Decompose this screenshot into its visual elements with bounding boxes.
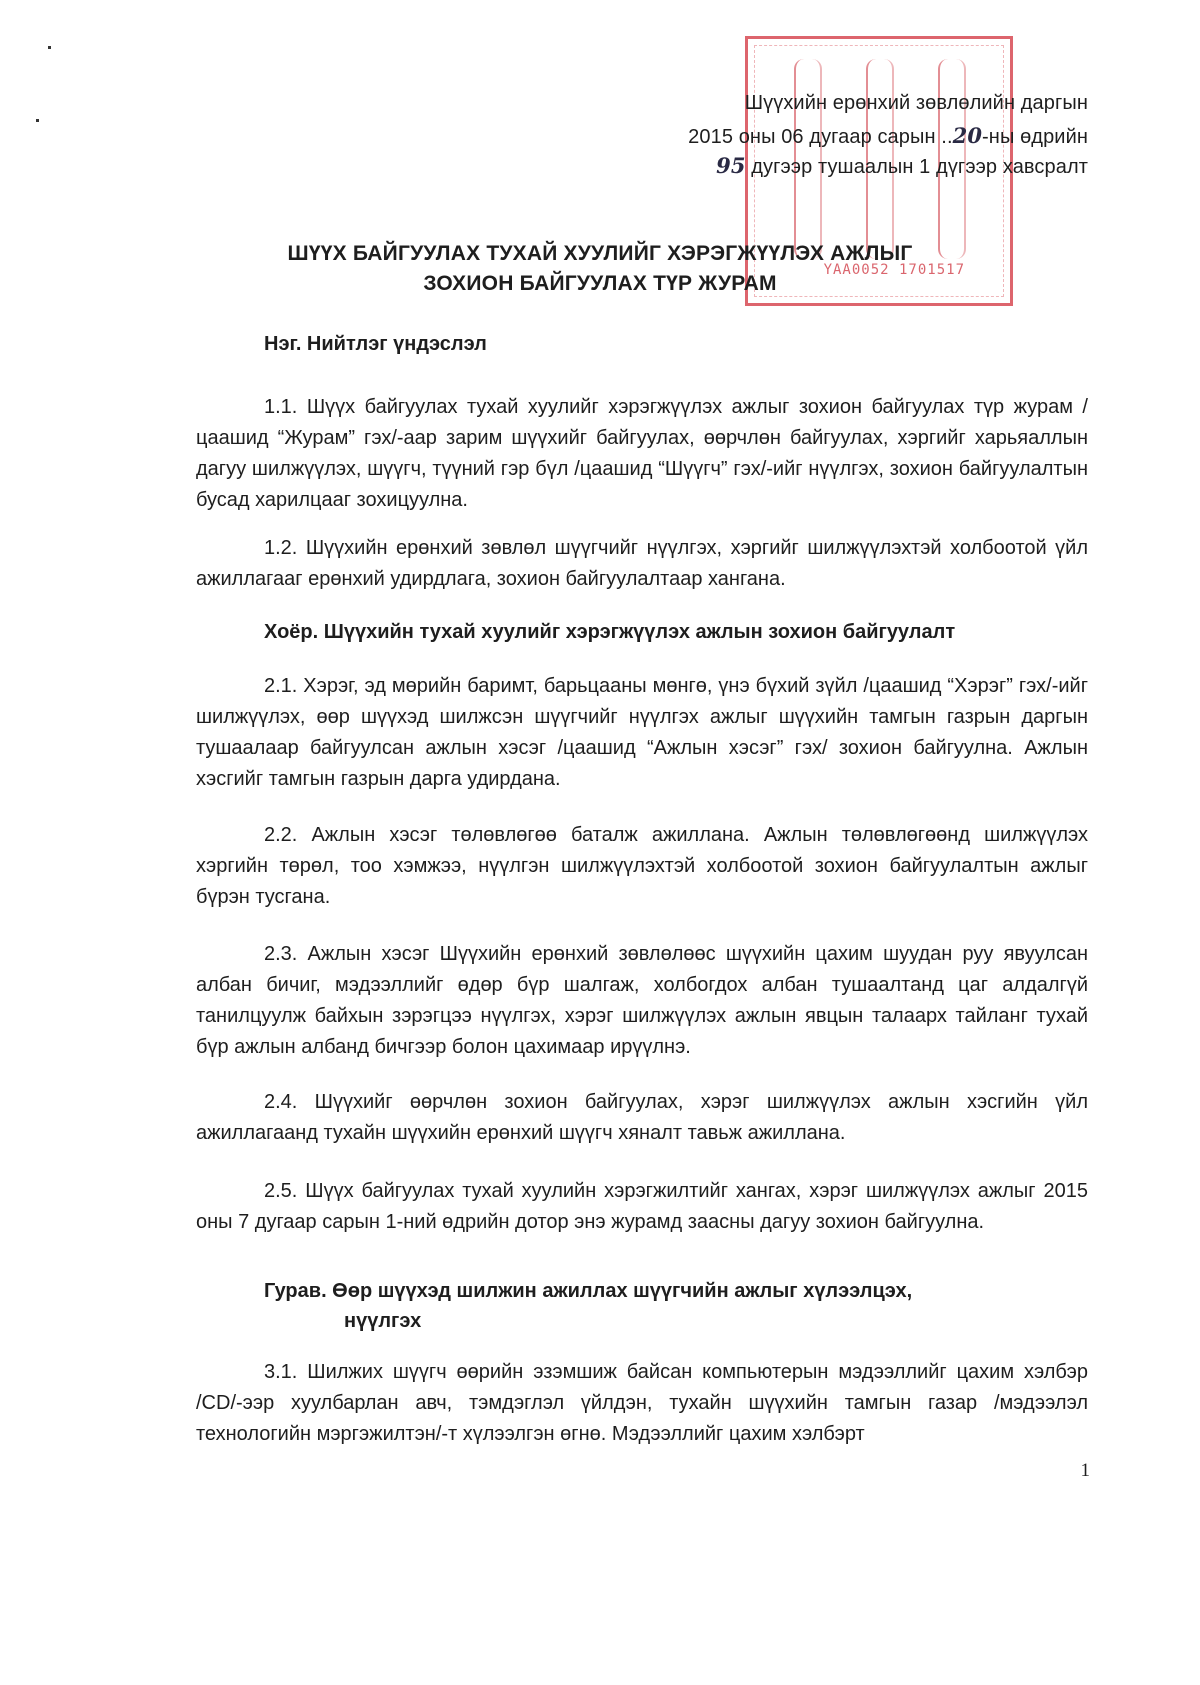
document-title-line-1: ШҮҮХ БАЙГУУЛАХ ТУХАЙ ХУУЛИЙГ ХЭРЭГЖҮҮЛЭХ АЖЛЫГ bbox=[287, 242, 913, 265]
section-heading-3-line-1: Гурав. Өөр шүүхэд шилжин ажиллах шүүгчийн ажлыг хүлээлцэх, bbox=[264, 1280, 913, 1302]
paragraph-1-1: 1.1. Шүүх байгуулах тухай хуулийг хэрэгжүүлэх ажлыг зохион байгуулах түр журам /цаашид “Журам” гэх/-аар зарим шүүхийг байгуулах, өөрчлөн байгуулах, хэргийг харьяаллын дагуу шилжүүлэх, шүүгч, түүний гэр бүл /цаашид “Шүүгч” гэх/-ийг нүүлгэх, зохион байгуулалтын бусад харилцааг зохицуулна. bbox=[196, 396, 1088, 511]
paragraph-1-2: 1.2. Шүүхийн ерөнхий зөвлөл шүүгчийг нүүлгэх, хэргийг шилжүүлэхтэй холбоотой үйл ажиллагааг ерөнхий удирдлага, зохион байгуулалтаар хангана. bbox=[196, 537, 1088, 590]
header-line-1: Шүүхийн ерөнхий зөвлөлийн даргын bbox=[744, 92, 1088, 114]
header-line-3 bbox=[716, 153, 1088, 179]
header-line-2 bbox=[688, 123, 1088, 149]
handwritten-order-number: 95 bbox=[716, 153, 746, 178]
section-heading-2: Хоёр. Шүүхийн тухай хуулийг хэрэгжүүлэх ажлын зохион байгуулалт bbox=[264, 621, 956, 643]
section-heading-3-line-2: нүүлгэх bbox=[344, 1310, 422, 1332]
paragraph-2-4: 2.4. Шүүхийг өөрчлөн зохион байгуулах, хэрэг шилжүүлэх ажлын хэсгийн үйл ажиллагаанд тухайн шүүхийн ерөнхий шүүгч хяналт тавьж ажиллана. bbox=[196, 1091, 1088, 1144]
scan-mark bbox=[48, 46, 51, 49]
header-date-suffix: -ны өдрийн bbox=[982, 126, 1088, 148]
stamp-number: ҮАА0052 1701517 bbox=[823, 262, 965, 278]
paragraph-2-2: 2.2. Ажлын хэсэг төлөвлөгөө баталж ажиллана. Ажлын төлөвлөгөөнд шилжүүлэх хэргийн төрөл, тоо хэмжээ, нүүлгэн шилжүүлэхтэй холбоотой зохион байгуулалтын ажлыг бүрэн тусгана. bbox=[196, 824, 1088, 908]
paragraph-3-1: 3.1. Шилжих шүүгч өөрийн эзэмшиж байсан компьютерын мэдээллийг цахим хэлбэр /CD/-ээр хуулбарлан авч, тэмдэглэл үйлдэн, тухайн шүүхийн тамгын газар /мэдээлэл технологийн мэргэжилтэн/-т хүлээлгэн өгнө. Мэдээллийг цахим хэлбэрт bbox=[196, 1361, 1088, 1445]
header-date-prefix: 2015 оны 06 дугаар сарын .. bbox=[688, 126, 953, 148]
document-title-line-2: ЗОХИОН БАЙГУУЛАХ ТҮР ЖУРАМ bbox=[423, 272, 777, 295]
paragraph-2-5: 2.5. Шүүх байгуулах тухай хуулийн хэрэгжилтийг хангах, хэрэг шилжүүлэх ажлыг 2015 оны 7 дугаар сарын 1-ний өдрийн дотор энэ журамд заасны дагуу зохион байгуулна. bbox=[196, 1180, 1088, 1233]
header-order-suffix: дугээр тушаалын 1 дүгээр хавсралт bbox=[745, 156, 1088, 178]
handwritten-day: 20 bbox=[952, 123, 983, 148]
paragraph-2-3: 2.3. Ажлын хэсэг Шүүхийн ерөнхий зөвлөлөөс шүүхийн цахим шуудан руу явуулсан албан бичиг, мэдээллийг өдөр бүр шалгаж, холбогдох албан тушаалтанд цаг алдалгүй танилцуулж байхын зэрэгцээ нүүлгэх, хэрэг шилжүүлэх ажлын явцын талаарх тайланг тухай бүр ажлын албанд бичгээр болон цахимаар ирүүлнэ. bbox=[196, 943, 1088, 1058]
section-heading-1: Нэг. Нийтлэг үндэслэл bbox=[264, 333, 487, 355]
page-number: 1 bbox=[1080, 1460, 1090, 1481]
paragraph-2-1: 2.1. Хэрэг, эд мөрийн баримт, барьцааны мөнгө, үнэ бүхий зүйл /цаашид “Хэрэг” гэх/-ийг шилжүүлэх, өөр шүүхэд шилжсэн шүүгчийг нүүлгэх ажлыг шүүхийн тамгын газрын даргын тушаалаар байгуулсан ажлын хэсэг /цаашид “Ажлын хэсэг” гэх/ зохион байгуулна. Ажлын хэсгийг тамгын газрын дарга удирдана. bbox=[196, 675, 1088, 790]
scan-mark bbox=[36, 119, 39, 122]
